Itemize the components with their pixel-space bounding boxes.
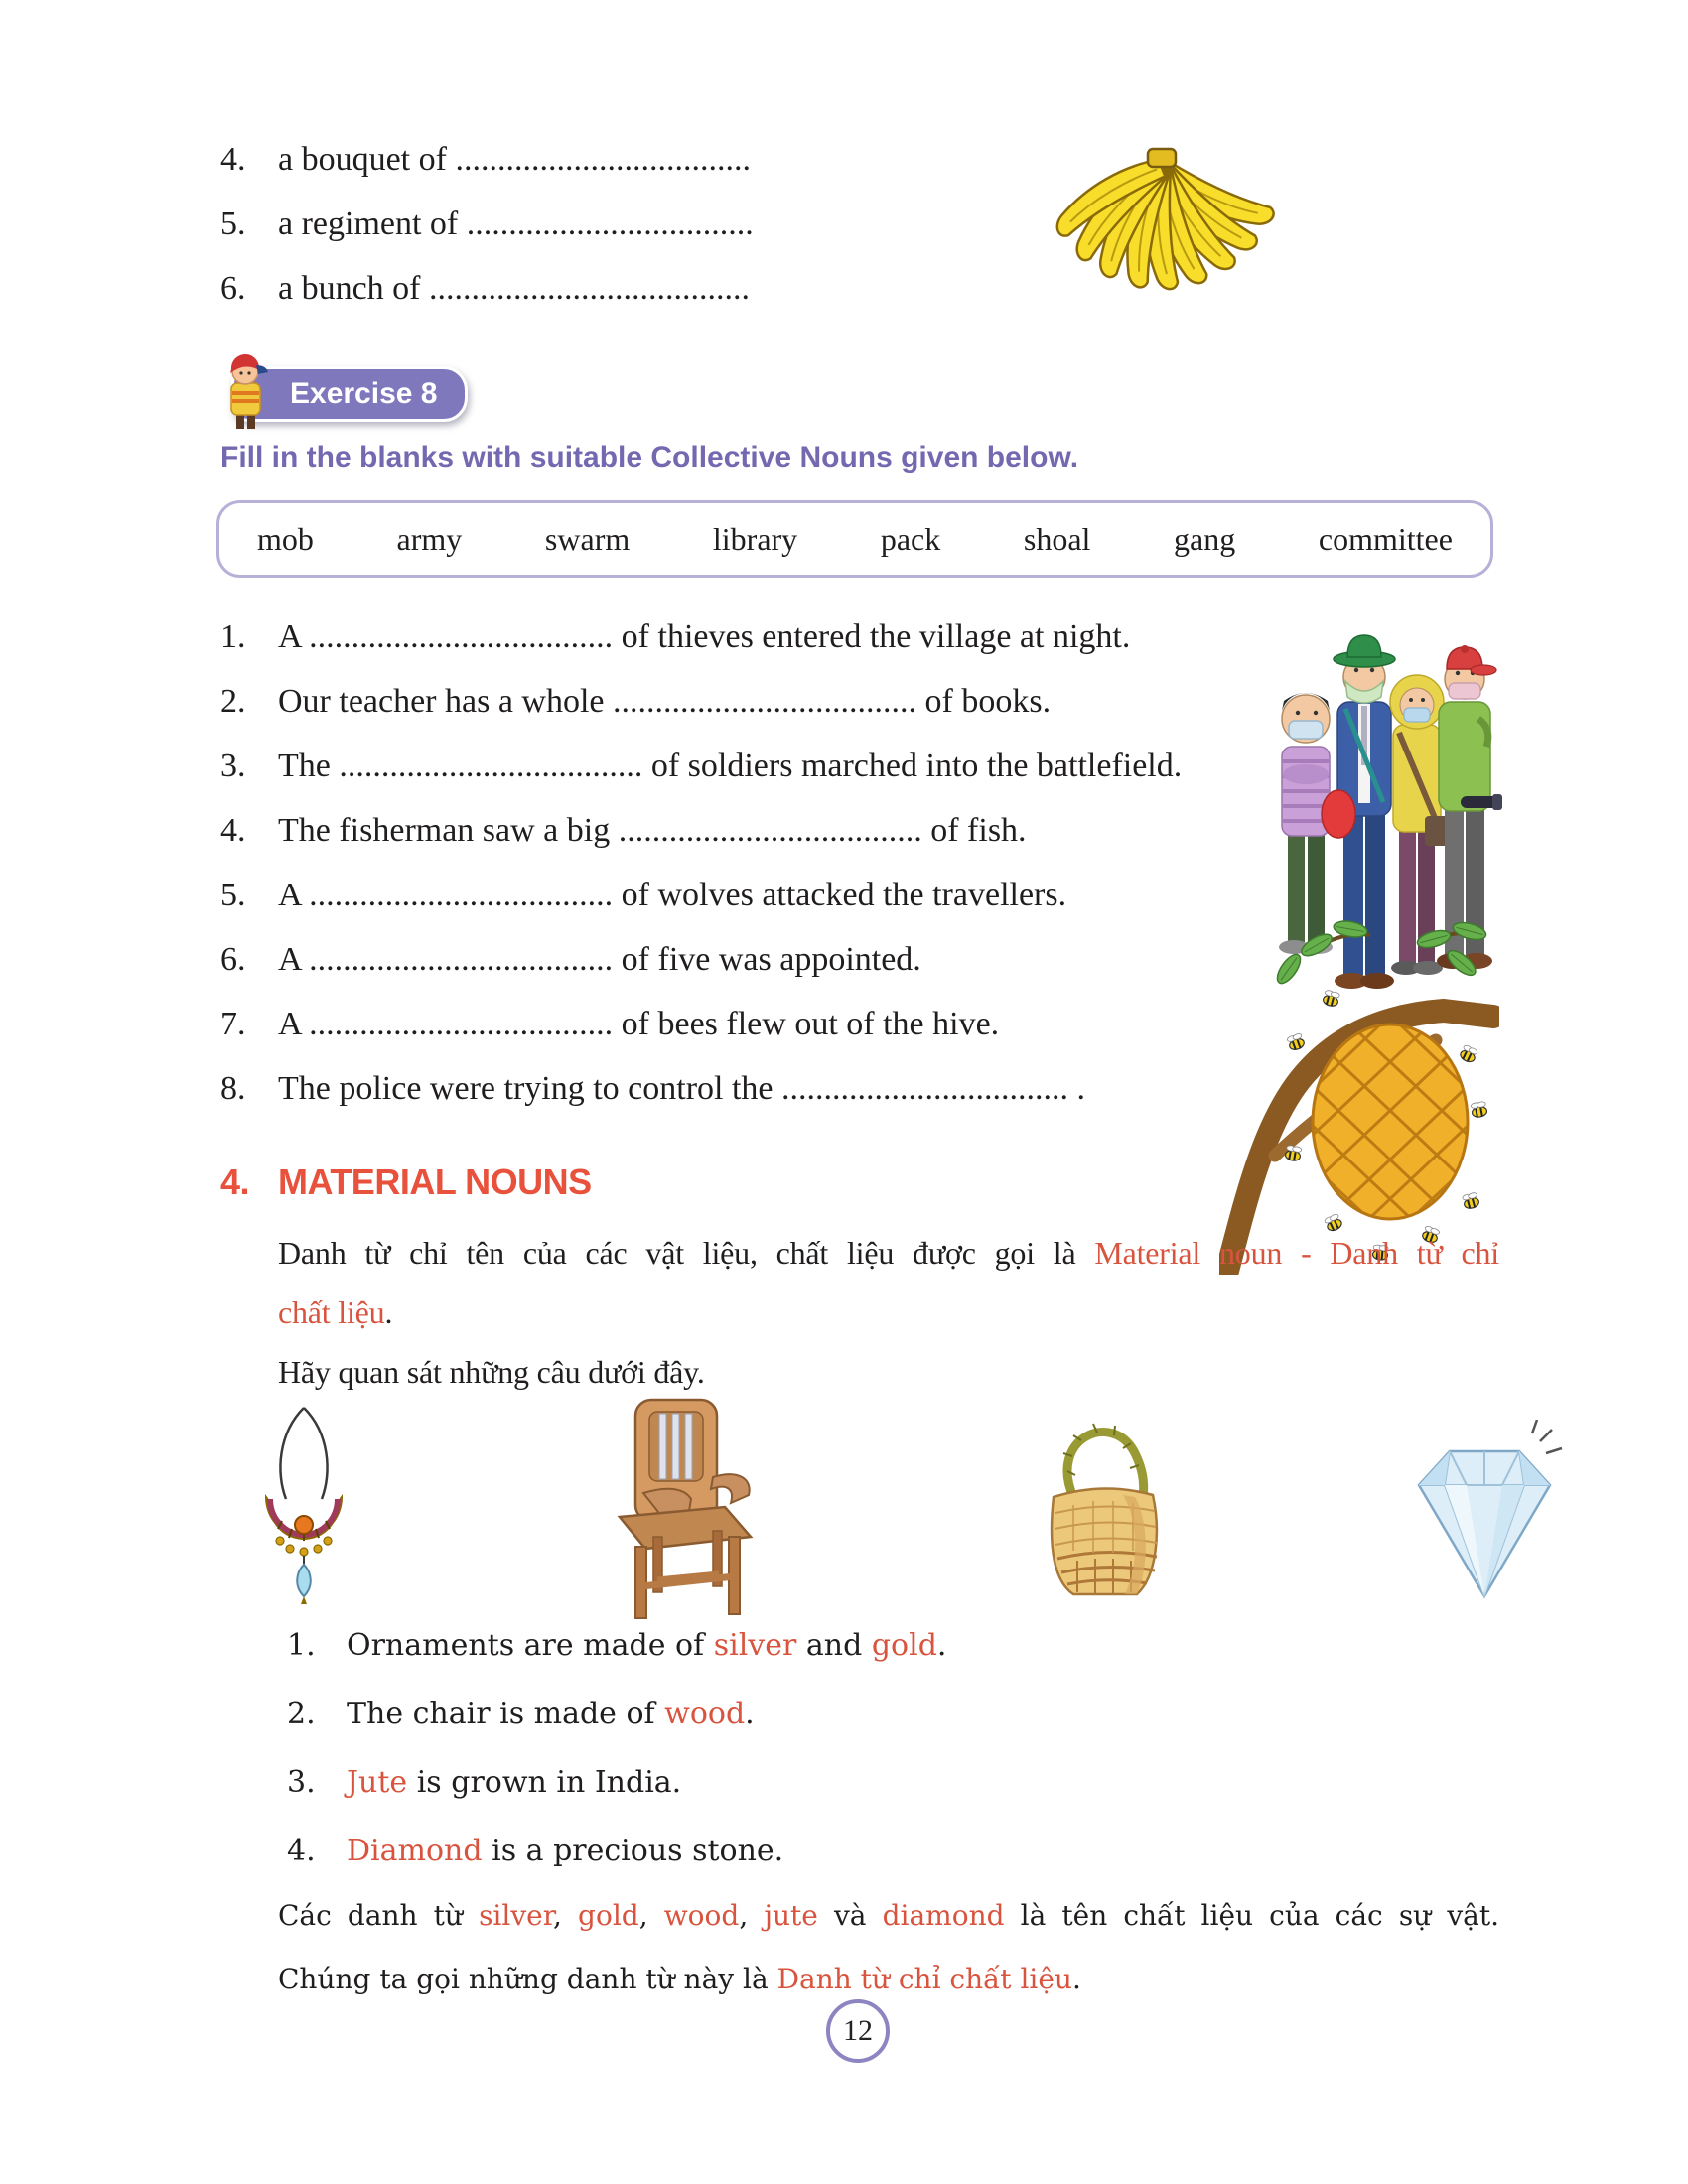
material-summary (278, 1884, 1499, 2011)
intro-line (278, 1223, 1499, 1283)
word-option: mob (257, 520, 314, 557)
list-item (220, 812, 1182, 877)
item-text: A .................................... of thieves entered the village at night. (278, 618, 1131, 655)
summary-line: Chúng ta gọi những danh từ này là Danh từ chỉ chất liệu. (278, 1963, 1081, 1995)
item-text: The chair is made of wood. (347, 1697, 755, 1731)
word-option: shoal (1023, 520, 1091, 557)
section-title: MATERIAL NOUNS (278, 1161, 592, 1202)
necklace-illustration (248, 1402, 359, 1610)
item-text: Ornaments are made of silver and gold. (347, 1628, 947, 1663)
item-text: Diamond is a precious stone. (347, 1834, 784, 1868)
list-item (220, 270, 754, 335)
item-number: 5. (220, 877, 246, 913)
item-number: 4. (220, 141, 246, 178)
list-item (220, 618, 1182, 683)
item-number: 3. (220, 748, 246, 784)
intro-text: Danh từ chỉ tên của các vật liệu, chất liệu được gọi là (278, 1235, 1095, 1271)
item-number: 5. (220, 205, 246, 242)
boy-with-red-cap-icon (218, 349, 272, 433)
exercise-badge (231, 366, 468, 422)
intro-text-red: Material noun - Danh từ chỉ (1094, 1235, 1499, 1271)
word-option: pack (880, 520, 941, 557)
intro-text: . (384, 1295, 393, 1330)
list-item (220, 205, 754, 270)
item-number: 1. (220, 618, 246, 655)
item-number: 2. (220, 683, 246, 720)
item-number: 2. (287, 1697, 316, 1731)
item-number: 4. (287, 1834, 316, 1868)
list-item (220, 877, 1182, 941)
intro-line: Hãy quan sát những câu dưới đây. (278, 1354, 705, 1390)
word-option: swarm (544, 520, 631, 557)
list-item (220, 1006, 1182, 1070)
item-number: 1. (287, 1628, 316, 1663)
item-number: 7. (220, 1006, 246, 1042)
material-examples-list (287, 1628, 946, 1902)
word-option: library (712, 520, 798, 557)
item-number: 8. (220, 1070, 246, 1107)
item-text: A .................................... of bees flew out of the hive. (278, 1006, 1000, 1042)
list-item (220, 1070, 1182, 1135)
item-text: The police were trying to control the .................................. . (278, 1070, 1085, 1107)
list-item (287, 1765, 946, 1834)
diamond-illustration (1405, 1420, 1568, 1608)
word-option: army (396, 520, 463, 557)
list-item (220, 941, 1182, 1006)
item-text: Jute is grown in India. (347, 1765, 682, 1800)
item-text: a bunch of ...................................... (278, 270, 751, 307)
item-text: a bouquet of ................................... (278, 141, 751, 178)
list-item (220, 683, 1182, 748)
item-text: The .................................... of soldiers marched into the battlefield. (278, 748, 1183, 784)
section-number: 4. (220, 1161, 250, 1202)
jute-bag-illustration (1018, 1402, 1195, 1612)
collective-nouns-word-box (216, 500, 1493, 578)
collective-noun-phrase-list (220, 141, 754, 335)
banana-stem (1148, 149, 1176, 167)
list-item (287, 1697, 946, 1765)
page-number: 12 (843, 2014, 873, 2047)
material-nouns-heading (220, 1161, 592, 1203)
exercise-badge-label: Exercise 8 (290, 377, 438, 410)
item-text: The fisherman saw a big .................................... of fish. (278, 812, 1027, 849)
item-text: A .................................... of five was appointed. (278, 941, 921, 978)
word-option: committee (1318, 520, 1453, 557)
exercise-instruction: Fill in the blanks with suitable Collective Nouns given below. (220, 441, 1079, 474)
list-item (220, 748, 1182, 812)
item-text: Our teacher has a whole .................................... of books. (278, 683, 1052, 720)
list-item (220, 141, 754, 205)
item-number: 4. (220, 812, 246, 849)
page-number-badge (826, 1999, 890, 2063)
intro-line (278, 1283, 1499, 1342)
word-option: gang (1174, 520, 1236, 557)
beehive-illustration (1219, 905, 1499, 1275)
item-text: a regiment of .................................. (278, 205, 754, 242)
list-item (287, 1628, 946, 1697)
item-text: A .................................... of wolves attacked the travellers. (278, 877, 1067, 913)
item-number: 3. (287, 1765, 316, 1800)
chair-illustration (574, 1396, 794, 1626)
item-number: 6. (220, 941, 246, 978)
material-nouns-intro (278, 1223, 1499, 1402)
fill-in-blanks-list (220, 618, 1182, 1135)
bananas-illustration (1041, 141, 1281, 312)
intro-text-red: chất liệu (278, 1295, 385, 1330)
summary-line: Các danh từ silver, gold, wood, jute và diamond là tên chất liệu của các sự vật. (278, 1899, 1499, 1932)
item-number: 6. (220, 270, 246, 307)
